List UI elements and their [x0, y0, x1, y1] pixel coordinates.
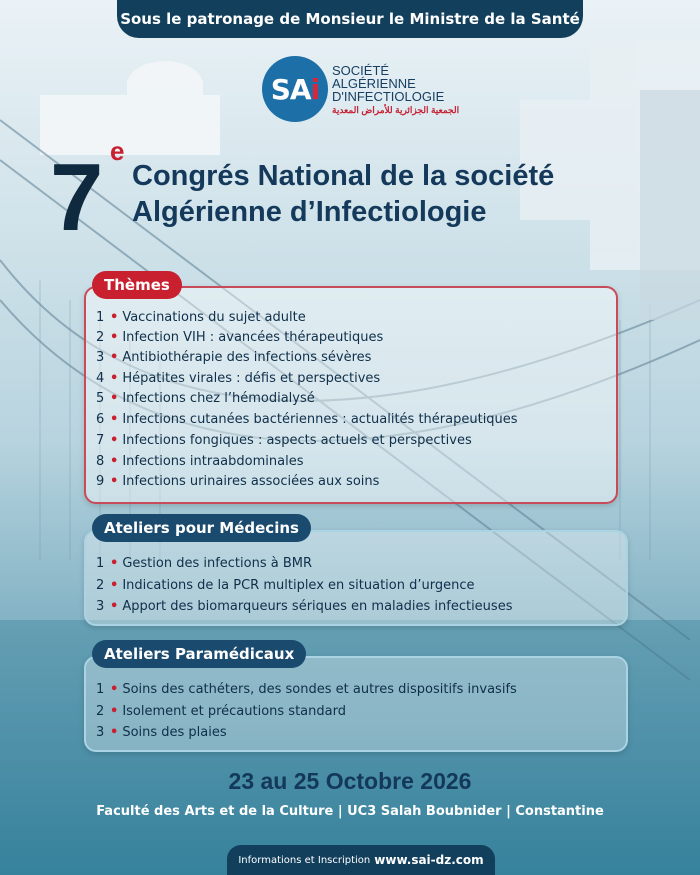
title-line-1: Congrés National de la société [132, 160, 555, 192]
theme-item: 9 • Infections urinaires associées aux soins [96, 474, 380, 489]
edition-number: 7 [50, 144, 104, 251]
themes-panel [84, 286, 618, 504]
theme-item: 7 • Infections fongiques : aspects actuels et perspectives [96, 433, 472, 448]
atelier-paramedical-item: 3 • Soins des plaies [96, 725, 227, 740]
theme-item: 4 • Hépatites virales : défis et perspectives [96, 371, 381, 386]
theme-item: 3 • Antibiothérapie des infections sévères [96, 350, 372, 365]
ateliers-medecins-label: Ateliers pour Médecins [92, 514, 311, 542]
theme-item: 5 • Infections chez l’hémodialysé [96, 391, 315, 406]
logo-line-1: SOCIÉTÉ [332, 63, 390, 78]
sai-logo-text [332, 64, 459, 116]
ateliers-medecins-panel [84, 530, 628, 626]
edition-suffix: e [110, 136, 125, 166]
website-link[interactable]: www.sai-dz.com [374, 853, 484, 867]
ateliers-paramedicaux-label: Ateliers Paramédicaux [92, 640, 306, 668]
theme-item: 6 • Infections cutanées bactériennes : actualités thérapeutiques [96, 412, 518, 427]
atelier-paramedical-item: 2 • Isolement et précautions standard [96, 704, 346, 719]
title-line-2: Algérienne d’Infectiologie [132, 196, 487, 228]
atelier-medecin-item: 2 • Indications de la PCR multiplex en situation d’urgence [96, 578, 475, 593]
event-venue: Faculté des Arts et de la Culture | UC3 Salah Boubnider | Constantine [96, 804, 604, 819]
logo-abbr-blue: SA [270, 72, 311, 106]
logo-line-3: D'INFECTIOLOGIE [332, 89, 445, 104]
congress-title [132, 158, 554, 230]
logo-abbr-red: i [310, 72, 320, 106]
info-label: Informations et Inscription [238, 854, 371, 866]
theme-item: 2 • Infection VIH : avancées thérapeutiques [96, 330, 384, 345]
atelier-paramedical-item: 1 • Soins des cathéters, des sondes et autres dispositifs invasifs [96, 682, 517, 697]
atelier-medecin-item: 3 • Apport des biomarqueurs sériques en maladies infectieuses [96, 599, 513, 614]
logo-line-2: ALGÉRIENNE [332, 76, 416, 91]
event-dates: 23 au 25 Octobre 2026 [228, 768, 472, 794]
sai-logo [262, 56, 462, 126]
theme-item: 8 • Infections intraabdominales [96, 454, 304, 469]
logo-arabic: الجمعية الجزائرية للأمراض المعدية [332, 105, 460, 115]
patronage-banner: Sous le patronage de Monsieur le Ministre de la Santé [117, 0, 583, 38]
ateliers-paramedicaux-panel [84, 656, 628, 752]
themes-label: Thèmes [92, 271, 182, 299]
theme-item: 1 • Vaccinations du sujet adulte [96, 310, 306, 325]
info-banner [227, 845, 495, 875]
atelier-medecin-item: 1 • Gestion des infections à BMR [96, 556, 312, 571]
sai-logo-emblem [262, 56, 328, 122]
